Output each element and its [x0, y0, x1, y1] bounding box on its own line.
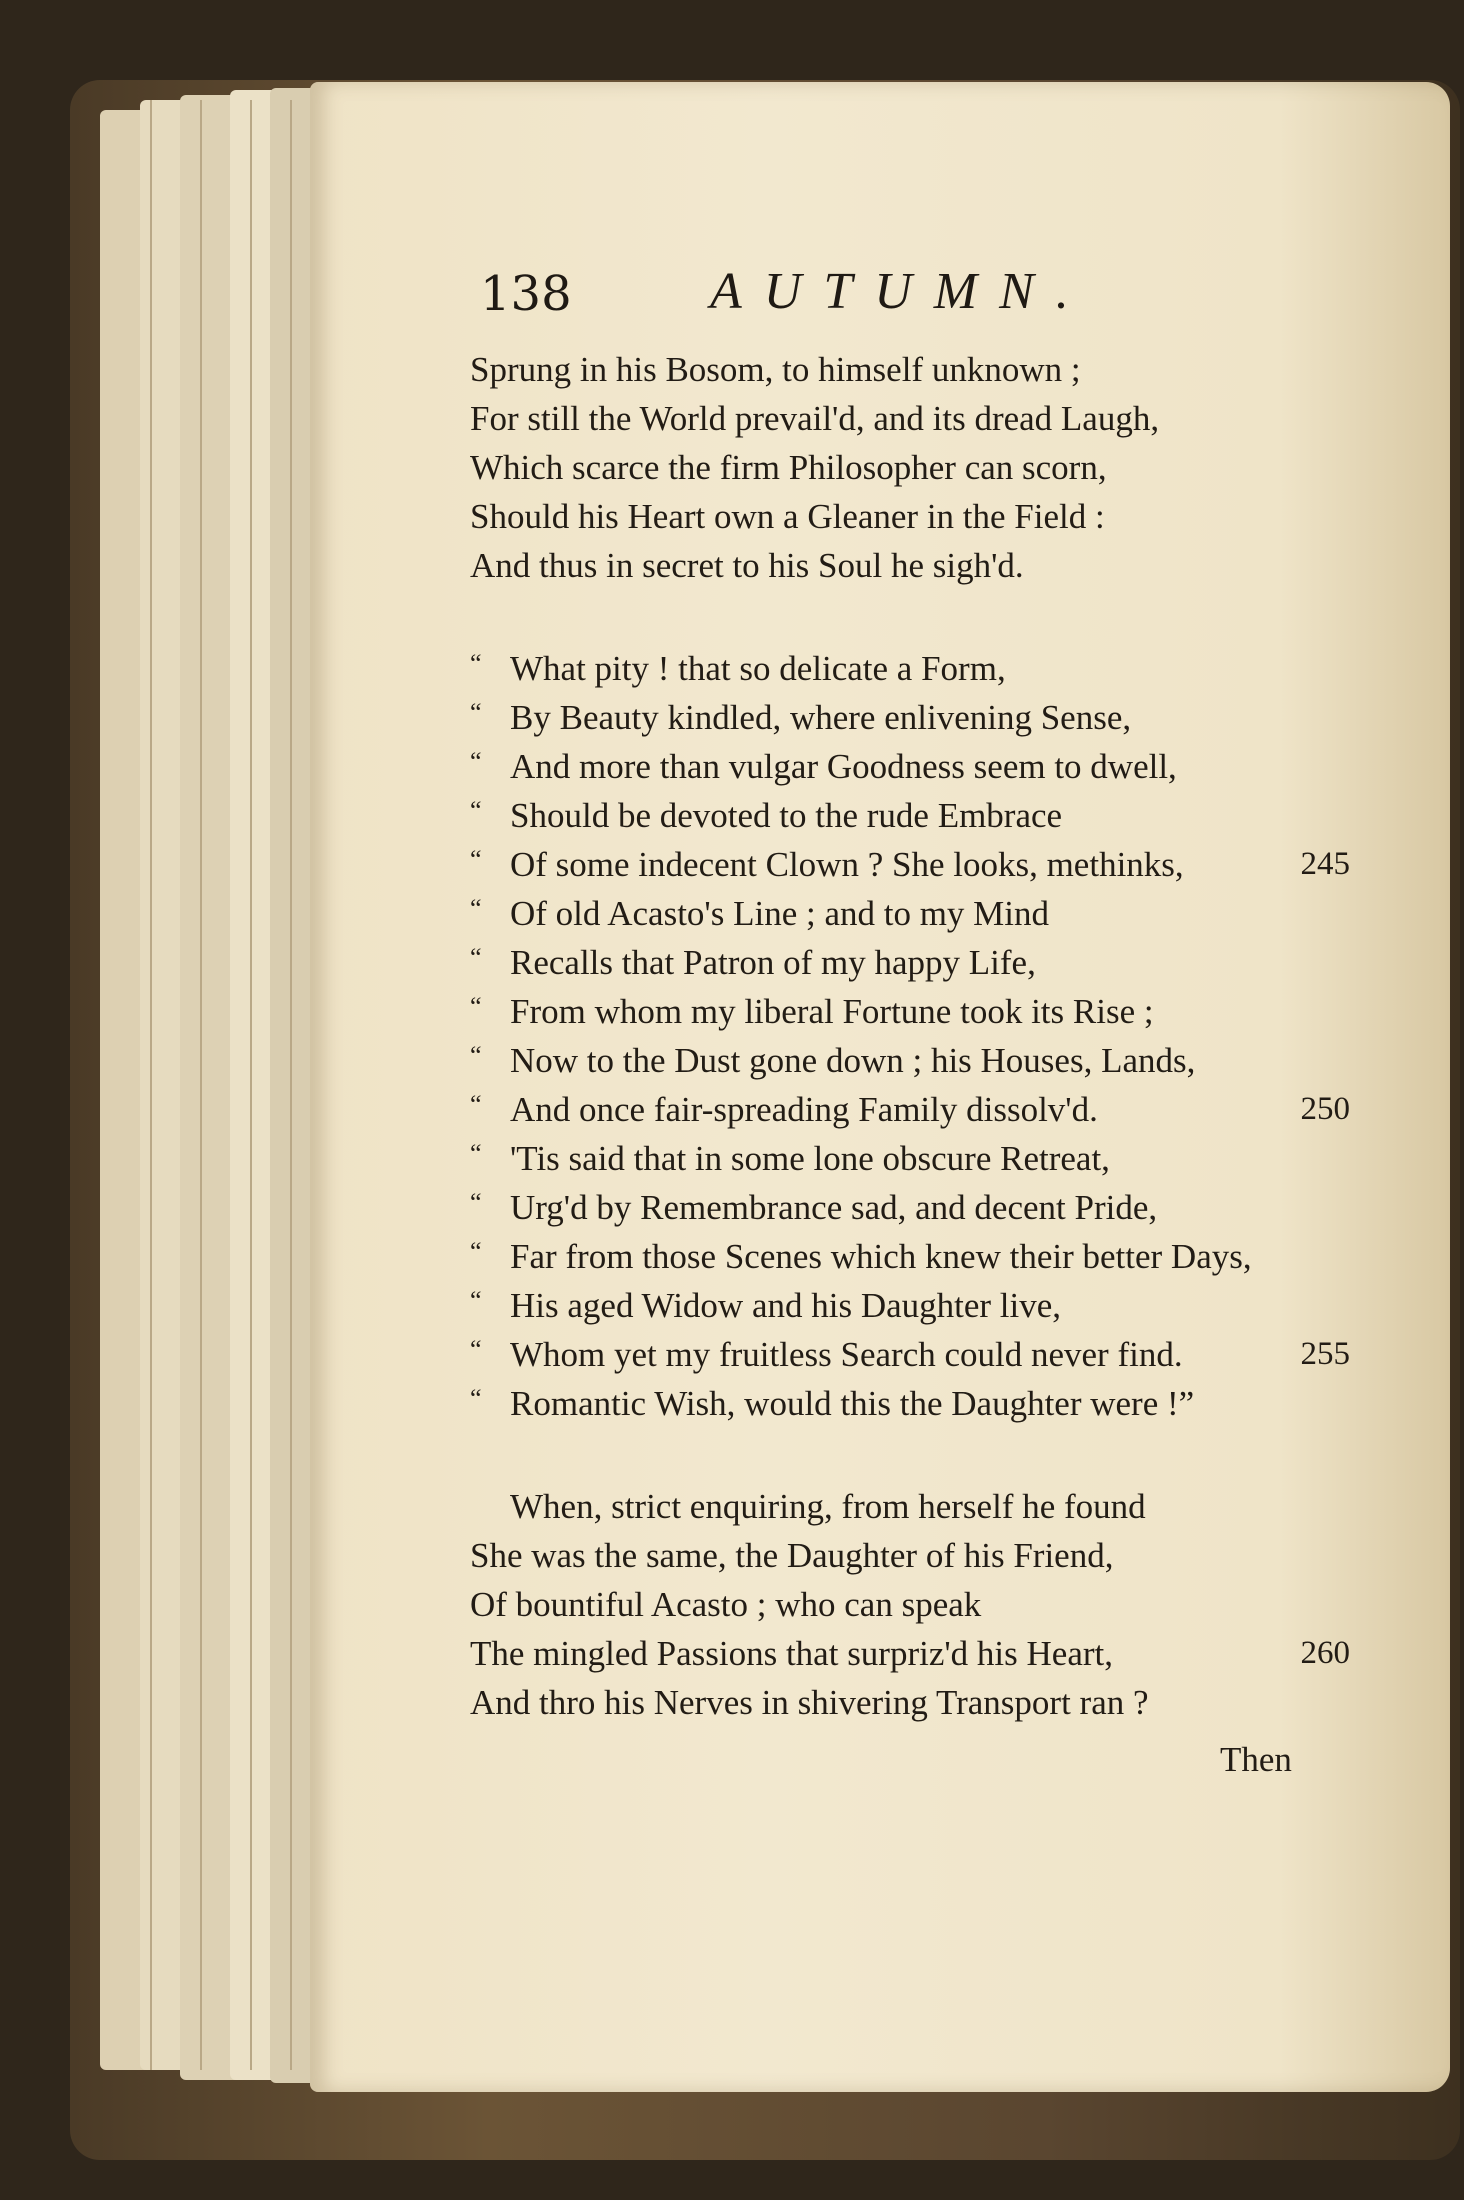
verse-line [470, 1678, 1350, 1727]
verse-text: She was the same, the Daughter of his Friend, [470, 1536, 1114, 1575]
page-edge-line [250, 100, 252, 2070]
quote-mark: “ [470, 845, 482, 874]
verse-line [470, 1330, 1350, 1379]
verse-text: Sprung in his Bosom, to himself unknown ; [470, 350, 1081, 389]
verse-line [470, 840, 1350, 889]
page-edge-line [290, 100, 292, 2070]
quote-mark: “ [470, 1286, 482, 1315]
verse-line [470, 1629, 1350, 1678]
quote-mark: “ [470, 1335, 482, 1364]
verse-line [470, 1281, 1350, 1330]
verse-line [470, 987, 1350, 1036]
stanza [470, 345, 1350, 590]
quote-mark: “ [470, 649, 482, 678]
verse-text: 'Tis said that in some lone obscure Retreat, [510, 1139, 1110, 1178]
verse-text: From whom my liberal Fortune took its Rise ; [510, 992, 1154, 1031]
verse-text: When, strict enquiring, from herself he found [510, 1487, 1146, 1526]
verse-text: Whom yet my fruitless Search could never find. [510, 1335, 1183, 1374]
catchword: Then [1220, 1740, 1292, 1779]
verse-text: Which scarce the firm Philosopher can scorn, [470, 448, 1107, 487]
page-edge-line [200, 100, 202, 2070]
verse-line [470, 693, 1350, 742]
verse-text: Now to the Dust gone down ; his Houses, Lands, [510, 1041, 1196, 1080]
quote-mark: “ [470, 747, 482, 776]
verse-text: Of bountiful Acasto ; who can speak [470, 1585, 982, 1624]
quote-mark: “ [470, 1139, 482, 1168]
verse-line [470, 1183, 1350, 1232]
line-number: 250 [1300, 1091, 1350, 1127]
verse-line [470, 938, 1350, 987]
quote-mark: “ [470, 1384, 482, 1413]
verse-line [470, 1036, 1350, 1085]
line-number: 260 [1300, 1635, 1350, 1671]
quote-mark: “ [470, 943, 482, 972]
verse-line [470, 443, 1350, 492]
verse-text: Romantic Wish, would this the Daughter were !” [510, 1384, 1195, 1423]
verse-line [470, 541, 1350, 590]
quote-mark: “ [470, 1188, 482, 1217]
verse-text: And once fair-spreading Family dissolv'd. [510, 1090, 1098, 1129]
verse-text: His aged Widow and his Daughter live, [510, 1286, 1062, 1325]
verse-text: And thus in secret to his Soul he sigh'd. [470, 546, 1024, 585]
verse-text: For still the World prevail'd, and its dread Laugh, [470, 399, 1160, 438]
verse-text: What pity ! that so delicate a Form, [510, 649, 1006, 688]
verse-text: Should be devoted to the rude Embrace [510, 796, 1063, 835]
verse-line [470, 644, 1350, 693]
verse-text: And more than vulgar Goodness seem to dwell, [510, 747, 1177, 786]
stanza [470, 644, 1350, 1428]
quote-mark: “ [470, 1237, 482, 1266]
running-title: AUTUMN. [710, 263, 1091, 320]
verse-line [470, 1580, 1350, 1629]
verse-line [470, 1232, 1350, 1281]
verse-text: And thro his Nerves in shivering Transport ran ? [470, 1683, 1149, 1722]
quote-mark: “ [470, 1090, 482, 1119]
verse-line [470, 889, 1350, 938]
verse-line [470, 345, 1350, 394]
line-number: 255 [1300, 1336, 1350, 1372]
verse-line [470, 1531, 1350, 1580]
line-number: 245 [1300, 846, 1350, 882]
poem-text [470, 345, 1350, 1727]
verse-line [470, 1379, 1350, 1428]
verse-text: Recalls that Patron of my happy Life, [510, 943, 1036, 982]
verse-line [470, 1085, 1350, 1134]
page-edge-line [150, 100, 152, 2070]
verse-line [470, 492, 1350, 541]
running-head [480, 262, 1280, 332]
verse-text: Of old Acasto's Line ; and to my Mind [510, 894, 1050, 933]
verse-text: Of some indecent Clown ? She looks, methinks, [510, 845, 1184, 884]
verse-line [470, 394, 1350, 443]
verse-text: Far from those Scenes which knew their better Days, [510, 1237, 1252, 1276]
verse-line [470, 1134, 1350, 1183]
stanza [470, 1482, 1350, 1727]
quote-mark: “ [470, 698, 482, 727]
stanza-gap [470, 1428, 1350, 1482]
quote-mark: “ [470, 796, 482, 825]
verse-line [470, 1482, 1350, 1531]
page-number: 138 [480, 266, 572, 322]
quote-mark: “ [470, 894, 482, 923]
verse-text: The mingled Passions that surpriz'd his Heart, [470, 1634, 1114, 1673]
verse-text: Should his Heart own a Gleaner in the Field : [470, 497, 1105, 536]
verse-line [470, 742, 1350, 791]
verse-text: Urg'd by Remembrance sad, and decent Pride, [510, 1188, 1158, 1227]
stanza-gap [470, 590, 1350, 644]
verse-line [470, 791, 1350, 840]
quote-mark: “ [470, 1041, 482, 1070]
quote-mark: “ [470, 992, 482, 1021]
verse-text: By Beauty kindled, where enlivening Sense, [510, 698, 1132, 737]
